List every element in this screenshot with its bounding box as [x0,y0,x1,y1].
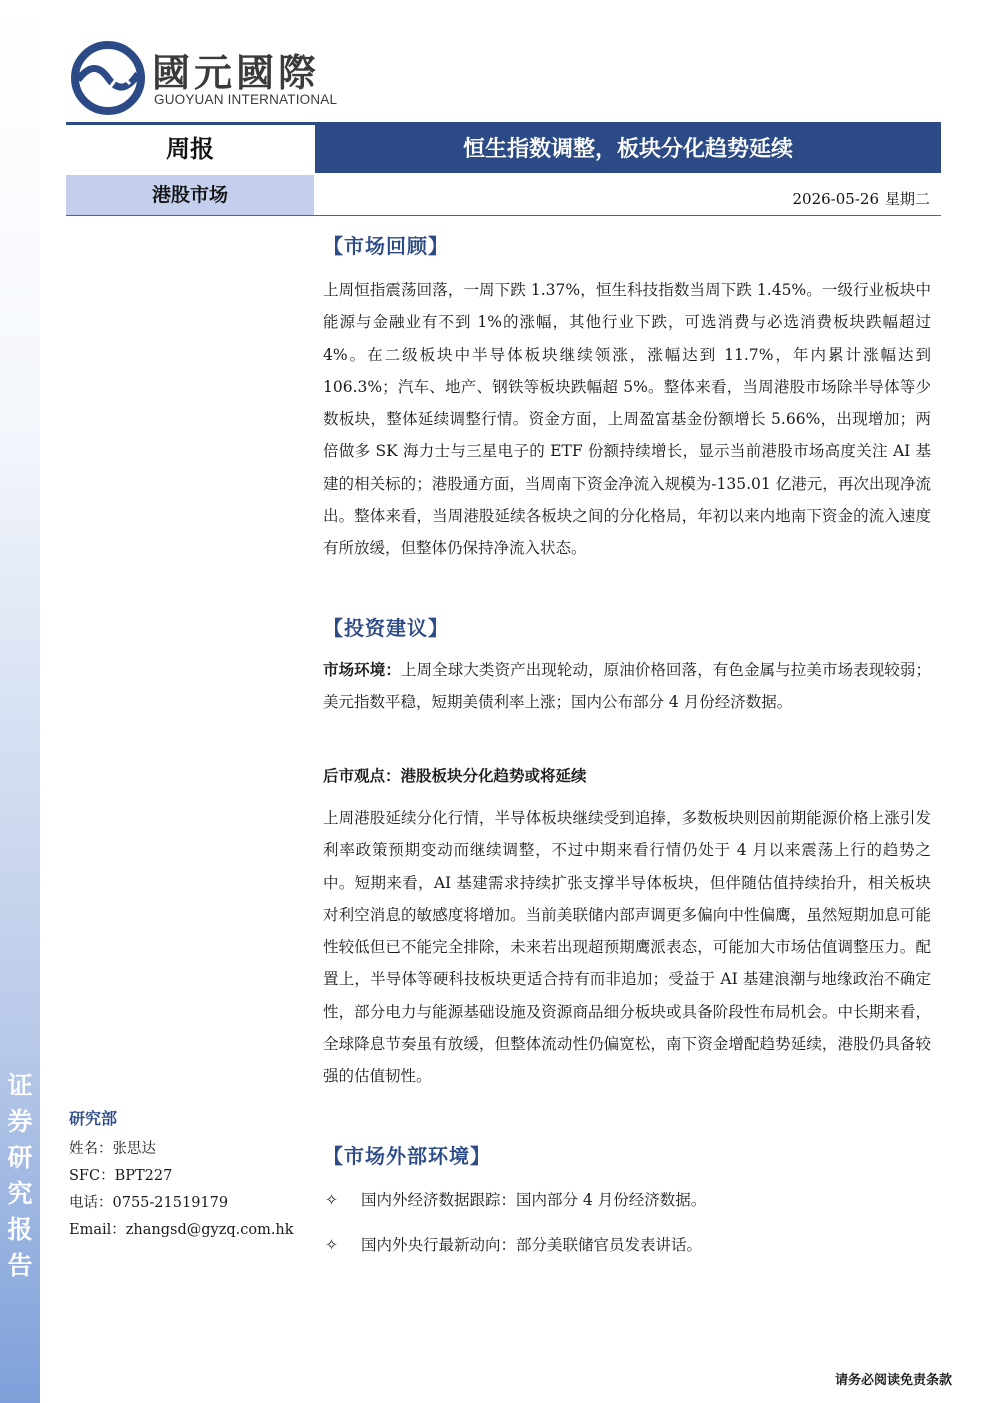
diamond-bullet-icon: ✧ [325,1191,338,1209]
analyst-info [69,1106,309,1244]
company-logo [70,40,350,116]
outlook-paragraph: 上周港股延续分化行情，半导体板块继续受到追捧，多数板块则因前期能源价格上涨引发利率政策预期变动而继续调整，不过中期来看行情仍处于 4 月以来震荡上行的趋势之中。短期来看，AI 基建需求持续扩张支撑半导体板块，但伴随估值持续抬升，相关板块对利空消息的敏感度将增加。当前美联储内部声调更多偏向中性偏鹰，虽然短期加息可能性较低但已不能完全排除，未来若出现超预期鹰派表态，可能加大市场估值调整压力。配置上，半导体等硬科技板块更适合持有而非追加；受益于 AI 基建浪潮与地缘政治不确定性，部分电力与能源基础设施及资源商品细分板块或具备阶段性布局机会。中长期来看，全球降息节奏虽有放缓，但整体流动性仍偏宽松，南下资金增配趋势延续，港股仍具备较强的估值韧性。 [323,809,931,1086]
external-bullet-item [325,1233,702,1255]
section-heading-external: 【市场外部环境】 [323,1144,491,1168]
logo-text-cn: 國元國際 [152,51,321,95]
analyst-name: 姓名：张思达 [69,1141,156,1157]
report-sector: 港股市场 [66,175,314,215]
report-date [600,175,930,215]
disclaimer-note: 请务必阅读免责条款 [834,1373,952,1388]
side-label [4,1068,36,1284]
external-bullet-item [325,1188,706,1210]
side-char: 券 [7,1107,33,1136]
side-char: 证 [7,1071,33,1100]
diamond-bullet-icon: ✧ [325,1236,338,1254]
market-environment-text: 上周全球大类资产出现轮动，原油价格回落，有色金属与拉美市场表现较弱；美元指数平稳，短期美债利率上涨；国内公布部分 4 月份经济数据。 [323,661,931,712]
market-environment-paragraph [323,654,931,719]
weekday-value: 星期二 [884,190,930,208]
date-value: 2026-05-26 [792,190,879,208]
bullet-text: 国内外经济数据跟踪：国内部分 4 月份经济数据。 [361,1191,707,1209]
side-char: 告 [7,1251,33,1280]
market-environment-label: 市场环境： [323,660,401,679]
side-char: 研 [7,1143,33,1172]
logo-text-en: GUOYUAN INTERNATIONAL [154,92,338,107]
side-char: 报 [7,1215,33,1244]
review-paragraph: 上周恒指震荡回落，一周下跌 1.37%，恒生科技指数当周下跌 1.45%。一级行业板块中能源与金融业有不到 1%的涨幅，其他行业下跌，可选消费与必选消费板块跌幅超过 4%。在二级板块中半导体板块继续领涨，涨幅达到 11.7%，年内累计涨幅达到 106.3%；汽车、地产、钢铁等板块跌幅超 5%。整体来看，当周港股市场除半导体等少数板块，整体延续调整行情。资金方面，上周盈富基金份额增长 5.66%，出现增加；两倍做多 SK 海力士与三星电子的 ETF 份额持续增长，显示当前港股市场高度关注 AI 基建的相关标的；港股通方面，当周南下资金净流入规模为-135.01 亿港元，再次出现净流出。整体来看，当周港股延续各板块之间的分化格局，年初以来内地南下资金的流入速度有所放缓，但整体仍保持净流入状态。 [323,281,931,558]
section-heading-advice: 【投资建议】 [323,616,449,640]
department-label: 研究部 [69,1109,118,1128]
side-char: 究 [7,1179,33,1208]
logo-mark-icon [70,40,146,116]
report-type: 周报 [166,134,214,163]
analyst-phone: 电话：0755-21519179 [69,1195,229,1211]
analyst-email: Email：zhangsd@gyzq.com.hk [69,1222,294,1238]
report-title: 恒生指数调整，板块分化趋势延续 [315,125,941,173]
section-heading-review: 【市场回顾】 [323,234,449,258]
bullet-text: 国内外央行最新动向：部分美联储官员发表讲话。 [361,1236,703,1254]
analyst-sfc: SFC：BPT227 [69,1168,173,1184]
outlook-heading: 后市观点：港股板块分化趋势或将延续 [323,766,587,785]
header-divider [66,215,941,216]
